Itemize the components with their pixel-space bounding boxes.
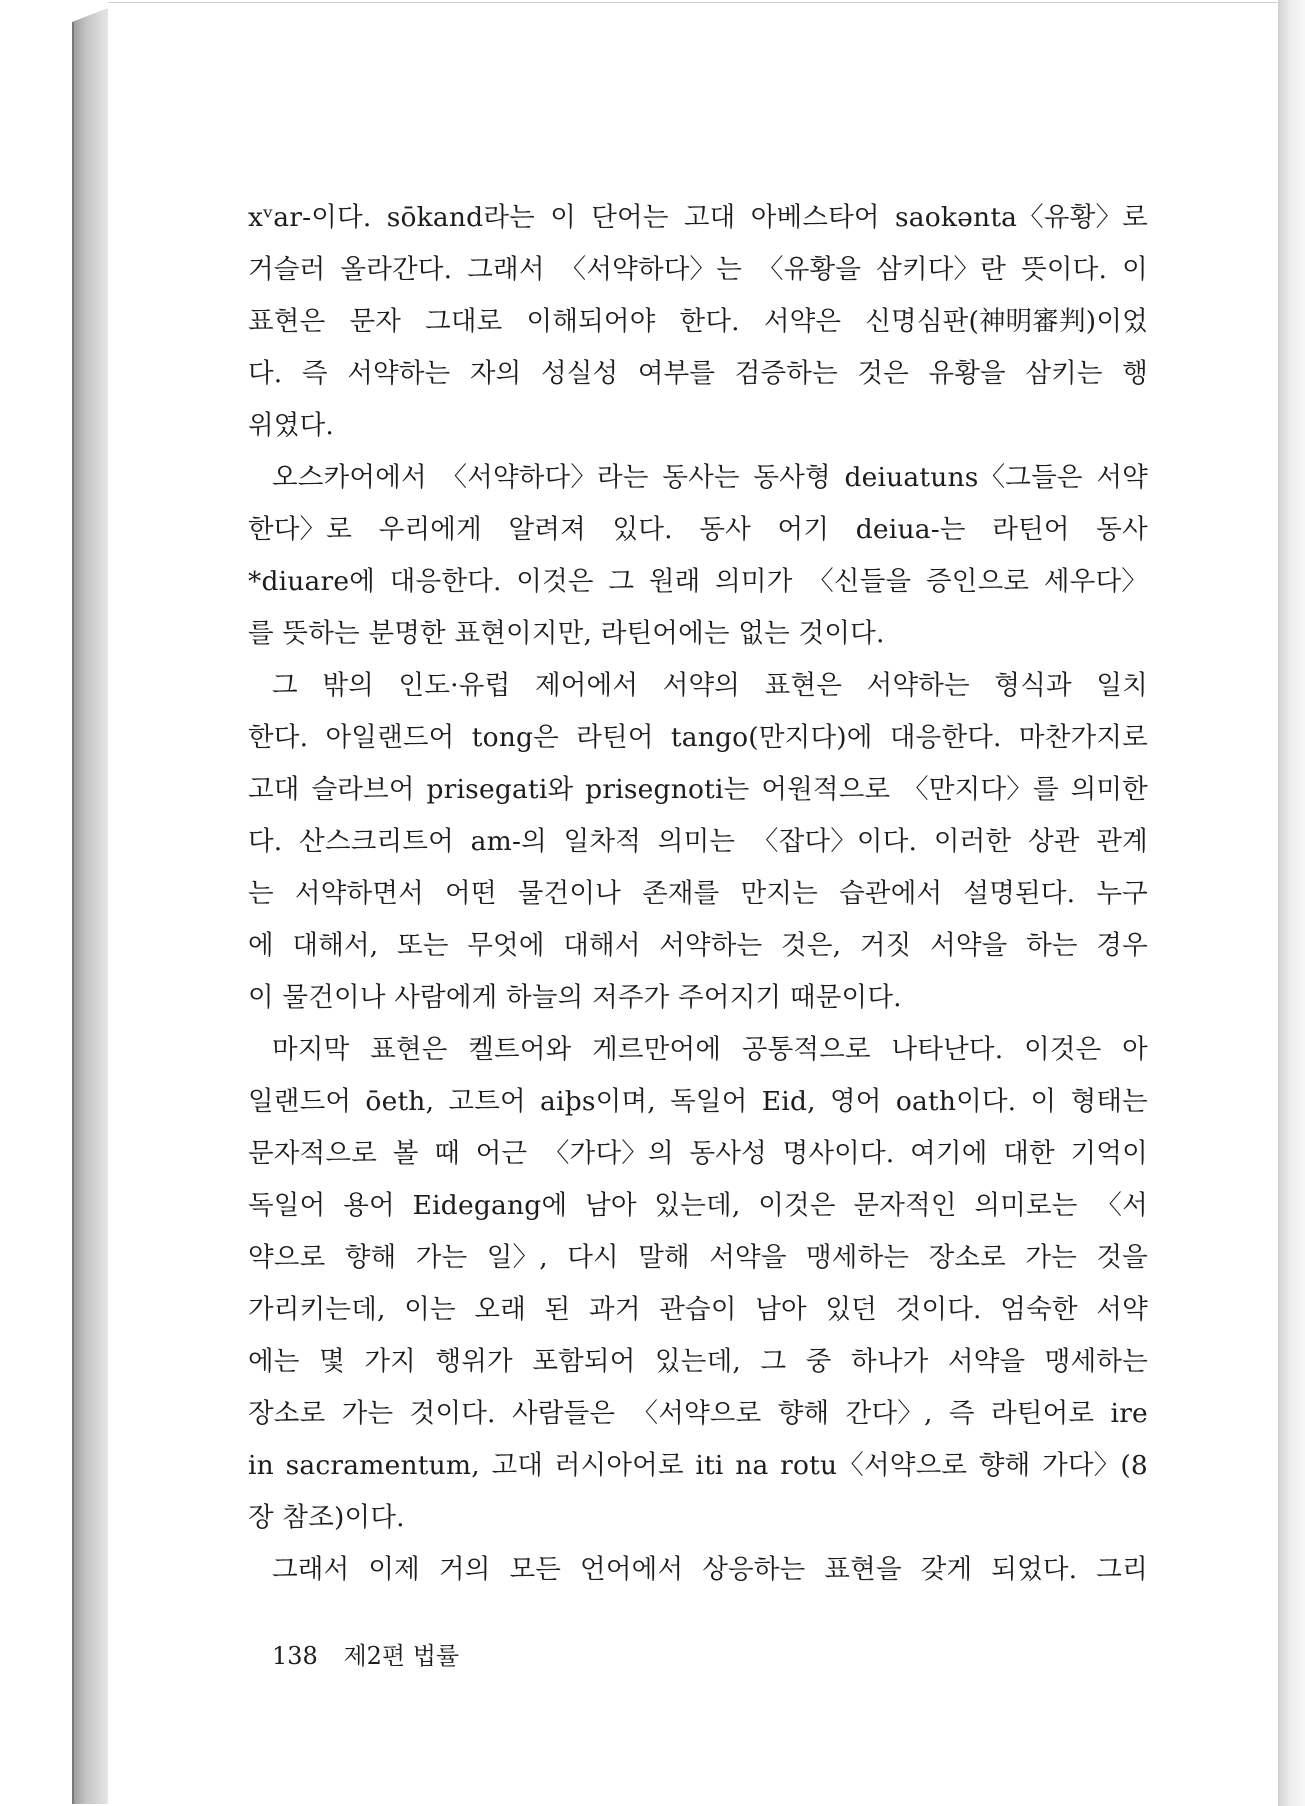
text-line: 에 대해서, 또는 무엇에 대해서 서약하는 것은, 거짓 서약을 하는 경우 (248, 930, 1148, 961)
text-line: 고대 슬라브어 prisegati와 prisegnoti는 어원적으로 〈만지다〉를 의미한 (248, 774, 1148, 805)
text-line: 한다〉로 우리에게 알려져 있다. 동사 어기 deiua-는 라틴어 동사 (248, 514, 1148, 545)
spine-edge (72, 22, 74, 1804)
text-line-content: 위였다. (248, 410, 335, 441)
text-line (248, 1492, 1148, 1544)
text-line (248, 608, 1148, 660)
text-line: 그래서 이제 거의 모든 언어에서 상응하는 표현을 갖게 되었다. 그리 (272, 1554, 1148, 1585)
book-spine (72, 8, 108, 1804)
page-number: 138 (272, 1642, 318, 1670)
text-line: 한다. 아일랜드어 tong은 라틴어 tango(만지다)에 대응한다. 마찬가지로 (248, 722, 1148, 753)
text-line-content: 이 물건이나 사람에게 하늘의 저주가 주어지기 때문이다. (248, 982, 902, 1013)
text-line: 약으로 향해 가는 일〉, 다시 말해 서약을 맹세하는 장소로 가는 것을 (248, 1242, 1148, 1273)
text-line: 문자적으로 볼 때 어근 〈가다〉의 동사성 명사이다. 여기에 대한 기억이 (248, 1138, 1148, 1169)
text-line (248, 972, 1148, 1024)
page-edge-shadow (1278, 0, 1305, 1806)
page-footer (272, 1636, 459, 1671)
text-line: 오스카어에서 〈서약하다〉라는 동사는 동사형 deiuatuns〈그들은 서약 (272, 462, 1148, 493)
text-line: 다. 즉 서약하는 자의 성실성 여부를 검증하는 것은 유황을 삼키는 행 (248, 358, 1148, 389)
text-line: 마지막 표현은 켈트어와 게르만어에 공통적으로 나타난다. 이것은 아 (272, 1034, 1148, 1065)
text-line: 독일어 용어 Eidegang에 남아 있는데, 이것은 문자적인 의미로는 〈서 (248, 1190, 1148, 1221)
text-line: 는 서약하면서 어떤 물건이나 존재를 만지는 습관에서 설명된다. 누구 (248, 878, 1148, 909)
text-line: 그 밖의 인도·유럽 제어에서 서약의 표현은 서약하는 형식과 일치 (272, 670, 1148, 701)
text-line: 에는 몇 가지 행위가 포함되어 있는데, 그 중 하나가 서약을 맹세하는 (248, 1346, 1148, 1377)
text-line-content: 를 뜻하는 분명한 표현이지만, 라틴어에는 없는 것이다. (248, 618, 885, 649)
text-line: 가리키는데, 이는 오래 된 과거 관습이 남아 있던 것이다. 엄숙한 서약 (248, 1294, 1148, 1325)
body-text (248, 192, 1148, 1596)
text-line: 일랜드어 ōeth, 고트어 aiþs이며, 독일어 Eid, 영어 oath이다. 이 형태는 (248, 1086, 1148, 1117)
text-line-content: 장 참조)이다. (248, 1502, 405, 1533)
text-line: 표현은 문자 그대로 이해되어야 한다. 서약은 신명심판(神明審判)이었 (248, 306, 1148, 337)
section-title: 제2편 법률 (343, 1642, 460, 1670)
text-line: xᵛar-이다. sōkand라는 이 단어는 고대 아베스타어 saokənta〈유황〉로 (248, 202, 1148, 233)
text-line: 거슬러 올라간다. 그래서 〈서약하다〉는 〈유황을 삼키다〉란 뜻이다. 이 (248, 254, 1148, 285)
text-line: in sacramentum, 고대 러시아어로 iti na rotu〈서약으로 향해 가다〉(8 (248, 1450, 1148, 1481)
text-line: *diuare에 대응한다. 이것은 그 원래 의미가 〈신들을 증인으로 세우다〉 (248, 566, 1148, 597)
text-line: 다. 산스크리트어 am-의 일차적 의미는 〈잡다〉이다. 이러한 상관 관계 (248, 826, 1148, 857)
text-line: 장소로 가는 것이다. 사람들은 〈서약으로 향해 간다〉, 즉 라틴어로 ire (248, 1398, 1148, 1429)
text-line (248, 400, 1148, 452)
